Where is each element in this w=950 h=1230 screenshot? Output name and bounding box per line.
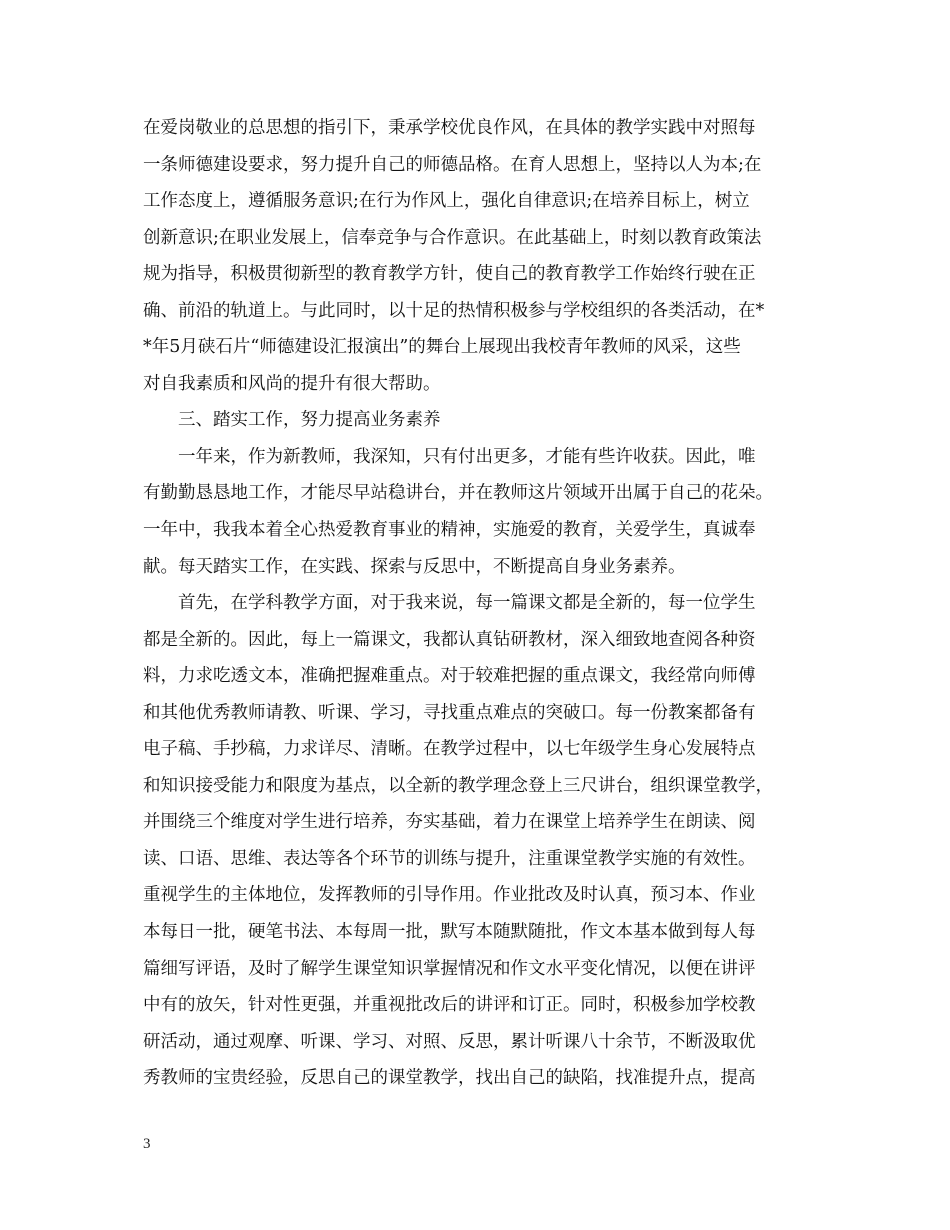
text-line: 创新意识;在职业发展上，信奉竞争与合作意识。在此基础上，时刻以教育政策法 — [143, 227, 762, 248]
text-line: 篇细写评语，及时了解学生课堂知识掌握情况和作文水平变化情况，以便在讲评 — [143, 958, 756, 979]
document-body — [143, 110, 815, 1097]
text-line: 本每日一批，硬笔书法、本每周一批，默写本随默随批，作文本基本做到每人每 — [143, 922, 756, 943]
text-line: 料，力求吃透文本，准确把握难重点。对于较难把握的重点课文，我经常向师傅 — [143, 666, 756, 687]
text-line: 读、口语、思维、表达等各个环节的训练与提升，注重课堂教学实施的有效性。 — [143, 848, 756, 869]
paragraph-start-line: 首先，在学科教学方面，对于我来说，每一篇课文都是全新的，每一位学生 — [178, 593, 756, 614]
text-line: 中有的放矢，针对性更强，并重视批改后的讲评和订正。同时，积极参加学校教 — [143, 995, 756, 1016]
text-line: 都是全新的。因此，每上一篇课文，我都认真钻研教材，深入细致地查阅各种资 — [143, 629, 756, 650]
text-line: 工作态度上，遵循服务意识;在行为作风上，强化自律意识;在培养目标上，树立 — [143, 191, 750, 212]
text-line: 研活动，通过观摩、听课、学习、对照、反思，累计听课八十余节，不断汲取优 — [143, 1031, 756, 1052]
text-line: 电子稿、手抄稿，力求详尽、清晰。在教学过程中，以七年级学生身心发展特点 — [143, 739, 756, 760]
text-line: 在爱岗敬业的总思想的指引下，秉承学校优良作风，在具体的教学实践中对照每 — [143, 118, 756, 138]
paragraph-start-line: 一年来，作为新教师，我深知，只有付出更多，才能有些许收获。因此，唯 — [178, 446, 756, 467]
text-line: 一年中，我我本着全心热爱教育事业的精神，实施爱的教育，关爱学生，真诚奉 — [143, 520, 756, 541]
text-line: 秀教师的宝贵经验，反思自己的课堂教学，找出自己的缺陷，找准提升点，提高 — [143, 1068, 756, 1089]
text-line: 对自我素质和风尚的提升有很大帮助。 — [143, 373, 441, 394]
text-line: 和知识接受能力和限度为基点，以全新的教学理念登上三尺讲台，组织课堂教学， — [143, 775, 773, 796]
page-number: 3 — [143, 1136, 151, 1152]
text-line: 重视学生的主体地位，发挥教师的引导作用。作业批改及时认真，预习本、作业 — [143, 885, 756, 906]
paragraph-start-line: 三、踏实工作，努力提高业务素养 — [178, 410, 441, 431]
text-line: *年5月硖石片“师德建设汇报演出”的舞台上展现出我校青年教师的风采，这些 — [143, 337, 741, 358]
text-line: 一条师德建设要求，努力提升自己的师德品格。在育人思想上，坚持以人为本;在 — [143, 154, 762, 175]
text-line: 和其他优秀教师请教、听课、学习，寻找重点难点的突破口。每一份教案都备有 — [143, 702, 756, 723]
text-line: 有勤勤恳恳地工作，才能尽早站稳讲台，并在教师这片领域开出属于自己的花朵。 — [143, 483, 773, 504]
text-line: 规为指导，积极贯彻新型的教育教学方针，使自己的教育教学工作始终行驶在正 — [143, 264, 756, 285]
text-line: 献。每天踏实工作，在实践、探索与反思中，不断提高自身业务素养。 — [143, 556, 686, 577]
text-line: 并围绕三个维度对学生进行培养，夯实基础，着力在课堂上培养学生在朗读、阅 — [143, 812, 756, 833]
text-line: 确、前沿的轨道上。与此同时，以十足的热情积极参与学校组织的各类活动，在* — [143, 300, 765, 321]
